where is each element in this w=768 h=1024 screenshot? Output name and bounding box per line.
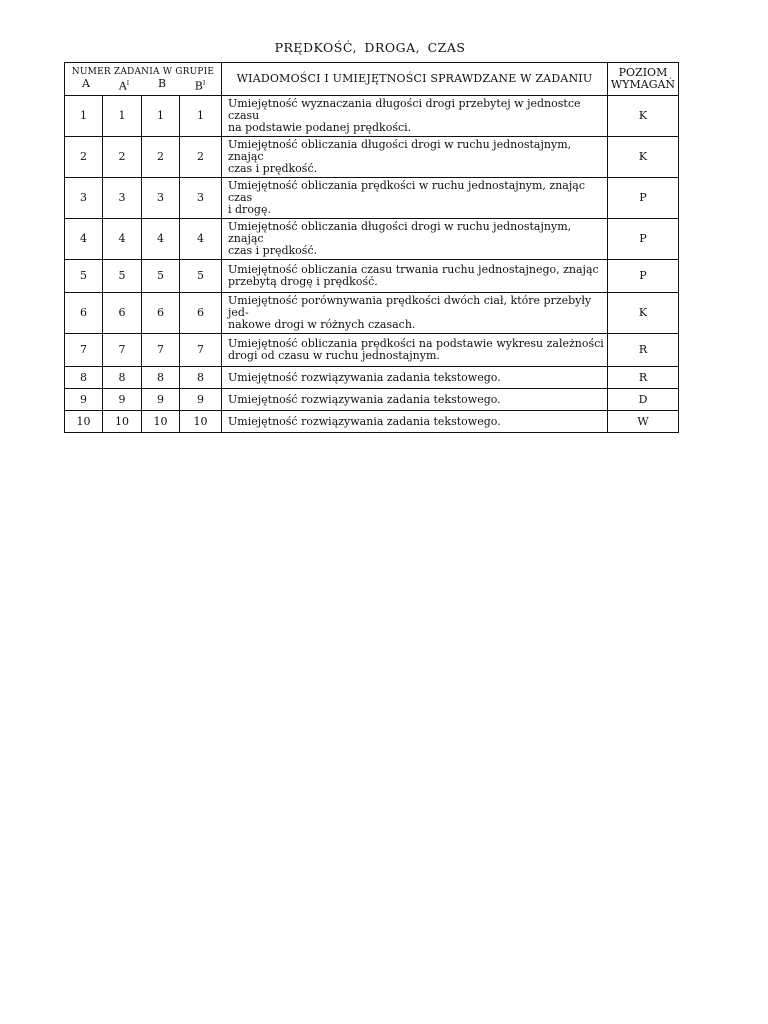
skill-description-line: Umiejętność rozwiązywania zadania tekstowego. <box>228 414 501 428</box>
table-row <box>65 260 679 293</box>
skill-description <box>222 96 608 137</box>
table-row <box>65 389 679 411</box>
table-row <box>65 219 679 260</box>
skill-description-line: Umiejętność obliczania długości drogi w ruchu jednostajnym, znając <box>228 220 572 245</box>
group-b-number: 1 <box>142 96 180 137</box>
group-a-prime-number: 4 <box>103 219 142 260</box>
group-b-prime-number: 5 <box>180 260 222 293</box>
requirement-level: K <box>608 96 679 137</box>
group-b-header: B <box>157 77 167 91</box>
skill-description <box>222 178 608 219</box>
table-row <box>65 137 679 178</box>
group-a-prime-number: 7 <box>103 334 142 367</box>
group-b-prime-number: 1 <box>180 96 222 137</box>
table-row <box>65 178 679 219</box>
skill-description-line: i drogę. <box>228 203 271 216</box>
group-a-prime-number: 5 <box>103 260 142 293</box>
group-a-number: 3 <box>65 178 103 219</box>
group-b-prime-number: 10 <box>180 411 222 433</box>
table-row <box>65 411 679 433</box>
group-a-number: 1 <box>65 96 103 137</box>
requirement-level: W <box>608 411 679 433</box>
requirement-level: D <box>608 389 679 411</box>
group-b-number: 5 <box>142 260 180 293</box>
requirements-table <box>64 62 679 433</box>
group-a-number: 9 <box>65 389 103 411</box>
group-b-number: 6 <box>142 293 180 334</box>
group-a-number: 10 <box>65 411 103 433</box>
skill-description <box>222 389 608 411</box>
group-a-prime-header: $A^I$ <box>118 79 130 93</box>
skill-description <box>222 367 608 389</box>
skill-description-line: na podstawie podanej prędkości. <box>228 121 412 134</box>
requirement-level: P <box>608 178 679 219</box>
skill-description-line: Umiejętność porównywania prędkości dwóch ciał, które przebyły jed- <box>228 294 592 319</box>
skill-description-line: Umiejętność rozwiązywania zadania tekstowego. <box>228 370 501 384</box>
requirement-level: K <box>608 293 679 334</box>
group-b-prime-number: 3 <box>180 178 222 219</box>
group-number-label: NUMER ZADANIA W GRUPIE <box>71 67 215 78</box>
group-b-prime-number: 6 <box>180 293 222 334</box>
skill-description-line: Umiejętność obliczania prędkości w ruchu jednostajnym, znając czas <box>228 179 585 204</box>
skill-description-line: czas i prędkość. <box>228 244 318 257</box>
skill-description-line: Umiejętność rozwiązywania zadania tekstowego. <box>228 392 501 406</box>
group-a-prime-number: 10 <box>103 411 142 433</box>
group-b-number: 9 <box>142 389 180 411</box>
table-header-row <box>65 63 679 96</box>
requirement-level: R <box>608 367 679 389</box>
skill-description-line: Umiejętność wyznaczania długości drogi przebytej w jednostce czasu <box>228 97 581 122</box>
group-b-number: 3 <box>142 178 180 219</box>
group-b-prime-number: 9 <box>180 389 222 411</box>
requirement-level: K <box>608 137 679 178</box>
group-a-header: A <box>82 77 90 91</box>
skill-description <box>222 293 608 334</box>
skill-description <box>222 260 608 293</box>
group-a-number: 6 <box>65 293 103 334</box>
requirement-level: P <box>608 260 679 293</box>
group-a-number: 5 <box>65 260 103 293</box>
skill-description <box>222 219 608 260</box>
skill-description-line: czas i prędkość. <box>228 162 318 175</box>
group-a-number: 4 <box>65 219 103 260</box>
group-b-number: 2 <box>142 137 180 178</box>
group-b-number: 8 <box>142 367 180 389</box>
group-b-prime-number: 7 <box>180 334 222 367</box>
group-a-number: 7 <box>65 334 103 367</box>
skill-description-line: przebytą drogę i prędkość. <box>228 275 378 288</box>
group-b-prime-number: 4 <box>180 219 222 260</box>
table-row <box>65 334 679 367</box>
group-number-header <box>65 63 222 96</box>
skill-description-line: nakowe drogi w różnych czasach. <box>228 318 416 331</box>
group-a-prime-number: 9 <box>103 389 142 411</box>
skill-description-line: Umiejętność obliczania prędkości na podstawie wykresu zależności <box>228 337 604 350</box>
group-b-number: 7 <box>142 334 180 367</box>
page-title: PRĘDKOŚĆ, DROGA, CZAS <box>274 40 466 55</box>
table-row <box>65 96 679 137</box>
group-a-prime-number: 1 <box>103 96 142 137</box>
description-header: WIADOMOŚCI I UMIEJĘTNOŚCI SPRAWDZANE W ZADANIU <box>222 63 608 96</box>
skill-description-line: drogi od czasu w ruchu jednostajnym. <box>228 349 440 362</box>
group-b-prime-header: $B^I$ <box>194 79 206 93</box>
group-b-number: 10 <box>142 411 180 433</box>
requirement-level: P <box>608 219 679 260</box>
skill-description-line: Umiejętność obliczania czasu trwania ruchu jednostajnego, znając <box>228 263 599 276</box>
group-a-prime-number: 8 <box>103 367 142 389</box>
group-a-prime-number: 3 <box>103 178 142 219</box>
group-a-number: 8 <box>65 367 103 389</box>
group-a-prime-number: 2 <box>103 137 142 178</box>
skill-description <box>222 411 608 433</box>
skill-description <box>222 137 608 178</box>
requirement-level: R <box>608 334 679 367</box>
skill-description-line: Umiejętność obliczania długości drogi w ruchu jednostajnym, znając <box>228 138 572 163</box>
group-b-prime-number: 8 <box>180 367 222 389</box>
table-row <box>65 367 679 389</box>
group-b-prime-number: 2 <box>180 137 222 178</box>
table-row <box>65 293 679 334</box>
group-b-number: 4 <box>142 219 180 260</box>
group-a-number: 2 <box>65 137 103 178</box>
skill-description <box>222 334 608 367</box>
level-header: POZIOM WYMAGAŃ <box>608 63 679 96</box>
group-a-prime-number: 6 <box>103 293 142 334</box>
